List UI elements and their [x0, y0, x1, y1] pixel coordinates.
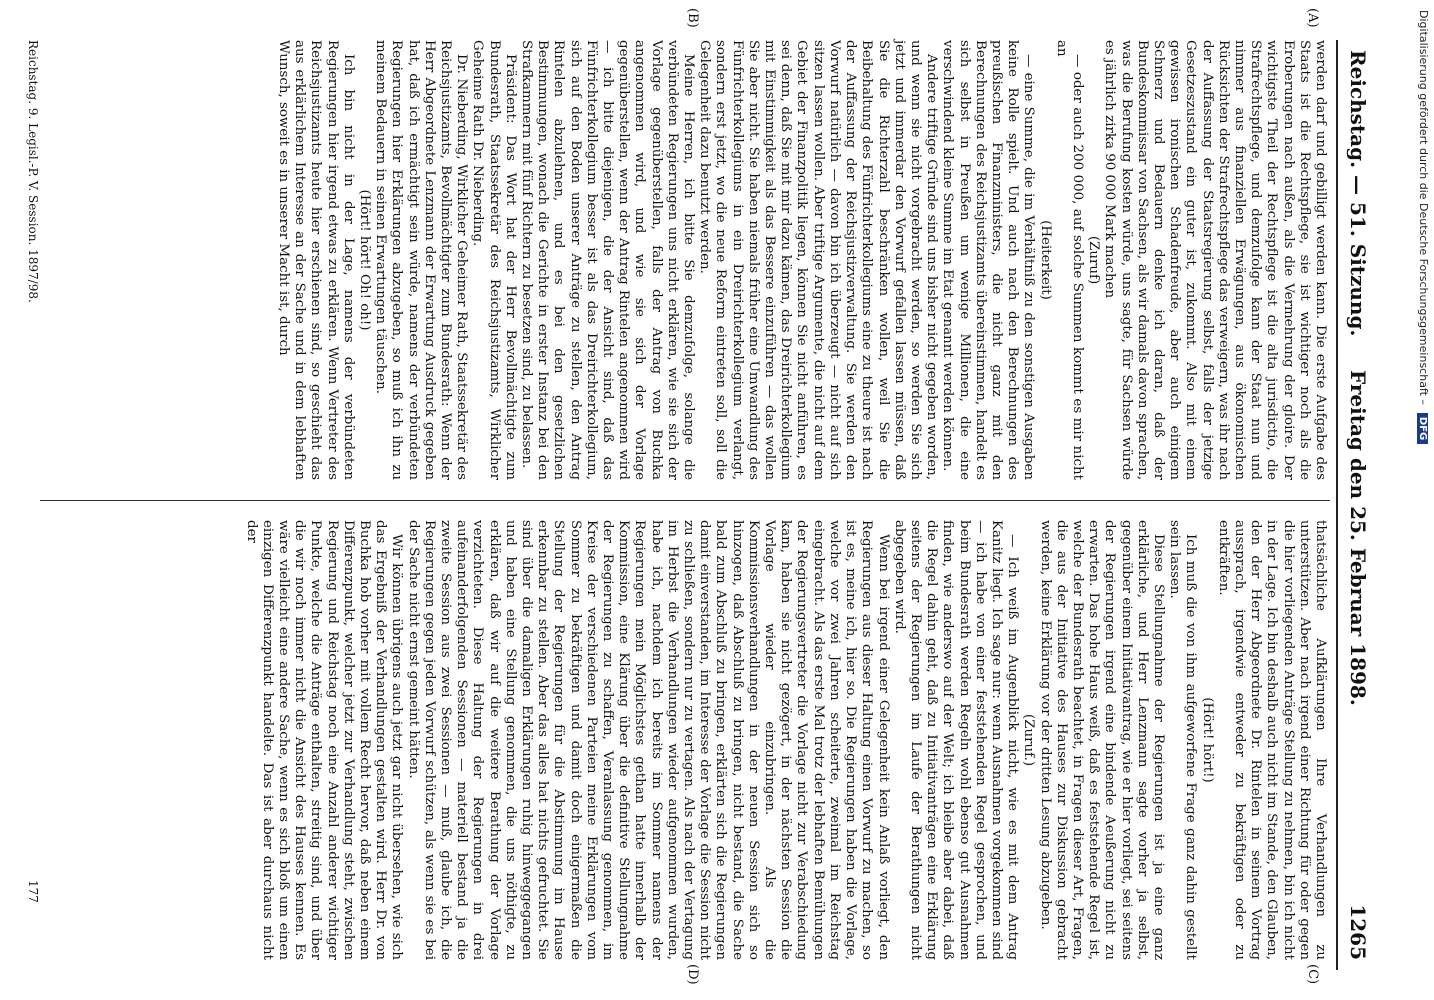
paragraph: Wenn bei irgend einer Gelegenheit kein Anlaß vorliegt, den Regierungen aus dieser Haltung einen Vorwurf zu machen, so ist es, meine ich, hier so. Die Regierungen haben die Vorlage, welche vor zwei Jahren scheiterte, zweimal im Reichstag eingebracht. Als das erste Mal trotz der lebhaften Bemühungen der Regierungsvertreter die Vorlage nicht zur Verabschiedung kam, haben sie nicht gezögert, in der nächsten Session die Vorlage wieder einzubringen. Als die Kommissionsverhandlungen in der neuen Session sich so hinzogen, daß Abschluß zu bringen, nicht bestand, die Sache bald zum Abschluß zu bringen, erklärten sich die Regierungen damit einverstanden, im Interesse der Vorlage die Session nicht zu schließen, sondern nur zu vertagen. Als nach der Vertagung im Herbst die Verhandlungen wieder aufgenommen wurden, habe ich, nachdem ich bereits im Sommer namens der Regierungen mein Möglichstes gethan hatte innerhalb der Kommission, eine Klärung über die definitive Stellungnahme der Regierungen zu schaffen, Veranlassung genommen, im Kreise der verschiedenen Parteien meine Erklärungen vom Sommer zu bekräftigen und damit doch einigermaßen die Stellung der Regierungen für die Abstimmung im Hause erkennbar zu stellen. Aber das alles hat nichts gefruchtet. Sie sind über die damaligen Erklärungen ruhig hinweggegangen und haben eine Stellung genommen, die uns nöthigte, zu erklären, daß wir auf die weitere Berathung der Vorlage verzichteten. Diese Haltung der Regierungen in drei aufeinanderfolgenden Sessionen — materiell bestand ja die zweite Session aus zwei Sessionen — muß, glaube ich, die Regierungen gegen jeden Vorwurf schützen, als wenn sie es bei der Sache nicht ernst gemeint hätten.	[405, 520, 891, 960]
column-divider	[40, 500, 1330, 501]
margin-marker-d: (D)	[685, 964, 700, 985]
dfg-logo: DFG	[1417, 413, 1428, 444]
paragraph: Präsident: Das Wort hat der Herr Bevollmächtigte zum Bundesrath, Staatssekretär des Reichsjustizamts, Wirklicher Geheime Rath Dr. Nieberding.	[470, 40, 518, 480]
paragraph: Diese Stellungnahme der Regierungen ist ja eine ganz erklärliche, und Herr Lenzmann sagte vorher ja selbst, gegenüber einem Initiativantrag, wie er hier vorliegt, sei seitens der Regierungen irgend eine bindende Aeußerung nicht zu erwarten. Das hohe Haus weiß, daß es feststehende Regel ist, welche der Bundesrath beachtet, in Fragen dieser Art, Fragen, die aus der Initiative des Hauses zur Diskussion gebracht werden, keine Erklärung vor der dritten Lesung abzugeben.	[1037, 520, 1166, 960]
header-left: Reichstag. — 51. Sitzung.	[1346, 50, 1370, 337]
paragraph: Andere triftige Gründe sind uns bisher nicht gegeben worden, und wenn sie nicht vorgebracht werden, so werden Sie sich jetzt und immerdar den Vorwurf gefallen lassen müssen, daß Sie die Richterzahl beschränken wollen, weil Sie die Beibehaltung des Fünfrichterkollegiums eine zu theure ist nach der Auffassung der Reichsjustizverwaltung. Sie werden den Vorwurf natürlich — davon bin ich überzeugt — nicht auf sich sitzen lassen wollen. Aber triftige Argumente, die nicht auf dem Gebiet der Finanzpolitik liegen, können Sie nicht anführen, es sei denn, daß Sie mit mir dazu kämen, das Dreirichterkollegium mit Einstimmigkeit als das Bessere einzuführen — das wollen Sie aber nicht. Sie haben niemals früher eine Umwandlung des Fünfrichterkollegiums in ein Dreirichterkollegium verlangt, sondern erst jetzt, wo die neue Reform eintreten soll, soll die Gelegenheit dazu benutzt werden.	[697, 40, 940, 480]
margin-marker-c: (C)	[1305, 964, 1320, 985]
header-date: Freitag den 25. Februar 1898.	[1346, 370, 1370, 706]
paragraph: thatsächliche Aufklärungen Ihre Verhandlungen zu unterstützen. Aber nach irgend einer Richtung für oder gegen die hier vorliegenden Anträge Stellung zu nehmen, bin ich nicht in der Lage. Ich bin deshalb auch nicht im Stande, den Glauben, den der Herr Abgeordnete Dr. Rintelen in seinem Vortrag aussprach, irgendwie entweder zu bekräftigen oder zu entkräften.	[1215, 520, 1328, 960]
digitization-note	[1410, 10, 1430, 990]
paragraph: werden darf und gebilligt werden kann. Die erste Aufgabe des Staats ist die Rechtspflege, sie ist wichtiger noch als die Eroberungen nach außen, als die Vermehrung der gloire. Der wichtigste Theil der Rechtspflege ist die alta jurisdictio, die Strafrechtspflege, und demzufolge kann der Staat nun und nimmer aus finanziellen Erwägungen, aus ökonomischen Rücksichten der Strafrechtspflege das verweigern, was ihr nach der Auffassung der Staatsregierung selbst, falls der jetzige Gesetzeszustand ein guter ist, zukommt. Also mit einem gewissen ironischen Schadenfreude, aber auch einigem Schmerz und Bedauern denke ich daran, daß der Bundeskommissar von Sachsen, als wir damals davon sprachen, was die Berufung kosten würde, uns sagte, für Sachsen würde es jährlich zirka 90 000 Mark machen	[1102, 40, 1328, 480]
paragraph: — oder auch 200 000, auf solche Summen kommt es mir nicht an	[1053, 40, 1085, 480]
digitization-credit: Digitalisierung gefördert durch die Deutsche Forschungsgemeinschaft –	[1417, 10, 1430, 405]
interjection: (Hört! hört! Oh! oh!)	[357, 189, 373, 331]
paragraph: — Ich weiß im Augenblick nicht, wie es mit dem Antrag Kanitz liegt. Ich sage nur: wenn Ausnahmen vorgekommen sind — ich habe von einer feststehenden Regel gesprochen, und beim Bundesrath werden Regeln wohl ebenso gut Ausnahmen finden, wie anderswo auf der Welt; ich bleibe aber dabei, daß die Regel dahin geht, daß zu Initiativanträgen eine Erklärung seitens der Regierungen im Laufe der Berathungen nicht abgegeben wird.	[891, 520, 1021, 960]
margin-marker-b: (B)	[685, 8, 700, 28]
paragraph: Wir können übrigens auch jetzt gar nicht übersehen, wie sich das Ergebniß der Verhandlungen gestalten wird. Herr Dr. von Buchka hob vorher mit vollem Recht hervor, daß neben einem Differenzpunkt, welcher jetzt zur Verhandlung steht, zwischen Regierung und Reichstag noch eine Anzahl anderer wichtiger Punkte, welche die Anträge enthalten, streitig sind, und über die wir noch immer nicht die Ansicht des Hauses kennen. Es wäre vielleicht eine andere Sache, wenn es sich bloß um einen einzigen Differenzpunkt handelte. Das ist aber durchaus nicht der	[243, 520, 405, 960]
interjection: (Zuruf.)	[1021, 713, 1037, 767]
paragraph: Dr. Nieberding, Wirklicher Geheimer Rath, Staatssekretär des Reichsjustizamts, Bevollmächtigter zum Bundesrath: Wenn der Herr Abgeordnete Lenzmann der Erwartung Ausdruck gegeben hat, daß ich ermächtigt sein würde, namens der verbündeten Regierungen hier Erklärungen abzugeben, so muß ich ihn zu meinem Bedauern in seinen Erwartungen täuschen.	[373, 40, 470, 480]
interjection: (Heiterkeit)	[1037, 220, 1053, 300]
footer-session-info: Reichstag. 9. Legisl.-P. V. Session. 1897/98.	[26, 40, 40, 303]
paragraph: Meine Herren, ich bitte Sie demzufolge, solange die verbündeten Regierungen uns nicht erklären, wie sie sich der Vorlage gegenüberstellen, falls der Antrag von Buchka angenommen wird, und wie sie sich der Vorlage gegenüberstellen, wenn der Antrag Rintelen angenommen wird — ich bitte diejenigen, die der Ansicht sind, daß das Fünfrichterkollegium besser ist als das Dreirichterkollegium, sich auf den Boden unserer Anträge zu stellen, den Antrag Rintelen abzulehnen, und es bei den gesetzlichen Bestimmungen, wonach die Gerichte in erster Instanz bei den Strafkammern mit fünf Richtern zu besetzen sind, zu belassen.	[519, 40, 697, 480]
interjection: (Hört! hört!)	[1199, 697, 1215, 783]
paragraph: Ich bin nicht in der Lage, namens der verbündeten Regierungen hier irgend etwas zu erklären. Wenn Vertreter des Reichsjustizamts heute hier erschienen sind, so geschieht das aus erklärlichem Interesse an der Sache und in dem lebhaften Wunsch, soweit es in unserer Macht ist, durch	[276, 40, 356, 480]
left-text-column	[275, 40, 1328, 480]
paragraph: — eine Summe, die im Verhältniß zu den sonstigen Ausgaben keine Rolle spielt. Und auch nach den Berechnungen des preußischen Finanzministers, die nicht ganz mit den Berechnungen des Reichsjustizamts übereinstimmen, handelt es sich selbst in Preußen um wenige Millionen, die eine verschwindend kleine Summe im Etat genannt werden können.	[940, 40, 1037, 480]
interjection: (Zuruf)	[1086, 235, 1102, 285]
header-page-number: 1265	[1346, 904, 1370, 960]
footer-sheet-number: 177	[26, 880, 40, 903]
margin-marker-a: (A)	[1305, 8, 1320, 28]
page-header	[1336, 40, 1378, 970]
paragraph: Ich muß die von ihm aufgeworfene Frage ganz dahin gestellt sein lassen.	[1167, 520, 1199, 960]
right-text-column	[242, 520, 1328, 960]
